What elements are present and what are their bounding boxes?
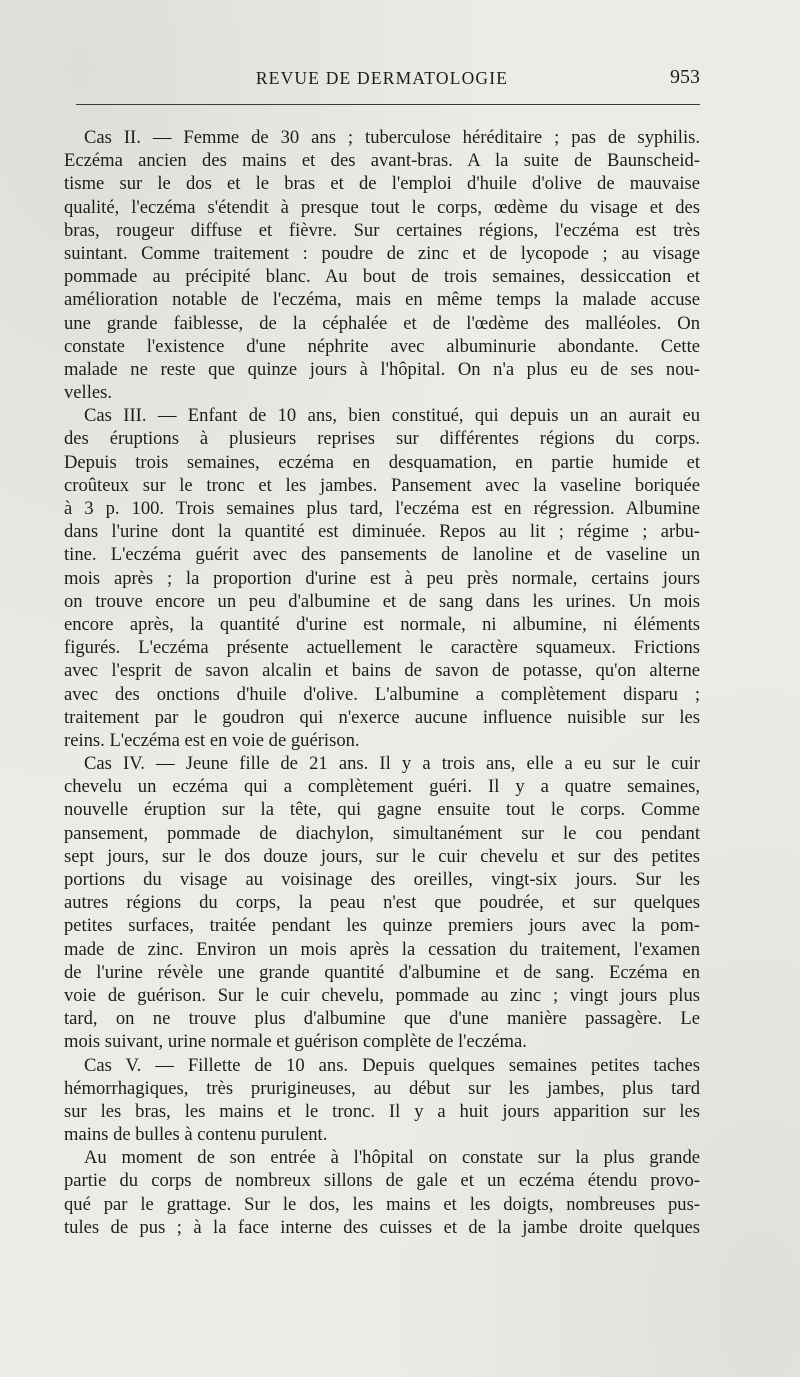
text-line: velles. xyxy=(64,382,113,404)
text-line: suintant. Comme traitement : poudre de zinc et de lycopode ; au visage xyxy=(64,242,700,264)
header-rule xyxy=(76,104,700,105)
text-line: bras, rougeur diffuse et fièvre. Sur certaines régions, l'eczéma est très xyxy=(64,219,700,241)
text-line: hémorrhagiques, très prurigineuses, au début sur les jambes, plus tard xyxy=(64,1077,700,1099)
text-line: figurés. L'eczéma présente actuellement le caractère squameux. Frictions xyxy=(64,637,700,659)
text-line: tine. L'eczéma guérit avec des pansements de lanoline et de vaseline un xyxy=(64,544,700,566)
text-line: mois après ; la proportion d'urine est à peu près normale, certains jours xyxy=(64,567,700,589)
text-line: amélioration notable de l'eczéma, mais en même temps la malade accuse xyxy=(64,289,700,311)
text-line: tules de pus ; à la face interne des cuisses et de la jambe droite quelques xyxy=(64,1216,700,1238)
text-line: constate l'existence d'une néphrite avec albuminurie abondante. Cette xyxy=(64,335,700,357)
text-line: portions du visage au voisinage des oreilles, vingt-six jours. Sur les xyxy=(64,869,700,890)
text-line: Cas IV. — Jeune fille de 21 ans. Il y a trois ans, elle a eu sur le cuir xyxy=(84,753,700,775)
text-line: made de zinc. Environ un mois après la cessation du traitement, l'examen xyxy=(64,938,700,960)
text-line: qué par le grattage. Sur le dos, les mains et les doigts, nombreuses pus- xyxy=(64,1193,700,1215)
text-line: reins. L'eczéma est en voie de guérison. xyxy=(64,729,360,751)
text-line: Cas II. — Femme de 30 ans ; tuberculose héréditaire ; pas de syphilis. xyxy=(84,127,700,148)
page-number: 953 xyxy=(670,66,700,88)
text-line: avec des onctions d'huile d'olive. L'albumine a complètement disparu ; xyxy=(64,683,700,705)
text-line: sept jours, sur le dos douze jours, sur le cuir chevelu et sur des petites xyxy=(64,845,700,867)
text-line: à 3 p. 100. Trois semaines plus tard, l'eczéma est en régression. Albumine xyxy=(64,498,700,519)
text-line: avec l'esprit de savon alcalin et bains de savon de potasse, qu'on alterne xyxy=(64,660,700,682)
text-line: voie de guérison. Sur le cuir chevelu, pommade au zinc ; vingt jours plus xyxy=(64,984,700,1006)
text-line: tisme sur le dos et le bras et de l'emploi d'huile d'olive de mauvaise xyxy=(64,173,700,195)
text-line: dans l'urine dont la quantité est diminuée. Repos au lit ; régime ; arbu- xyxy=(64,521,700,543)
text-line: Au moment de son entrée à l'hôpital on constate sur la plus grande xyxy=(84,1147,700,1169)
text-line: Cas III. — Enfant de 10 ans, bien constitué, qui depuis un an aurait eu xyxy=(84,405,700,427)
text-line: petites surfaces, traitée pendant les quinze premiers jours avec la pom- xyxy=(64,915,700,937)
text-line: une grande faiblesse, de la céphalée et de l'œdème des malléoles. On xyxy=(64,312,700,334)
text-line: partie du corps de nombreux sillons de gale et un eczéma étendu provo- xyxy=(64,1170,700,1192)
text-line: pommade au précipité blanc. Au bout de trois semaines, dessiccation et xyxy=(64,266,700,288)
running-title: REVUE DE DERMATOLOGIE xyxy=(255,68,509,88)
text-line: tard, on ne trouve plus d'albumine que d'une manière passagère. Le xyxy=(64,1008,700,1030)
text-line: pansement, pommade de diachylon, simultanément sur le cou pendant xyxy=(64,822,700,844)
text-line: nouvelle éruption sur la tête, qui gagne ensuite tout le corps. Comme xyxy=(64,799,700,821)
text-line: autres régions du corps, la peau n'est que poudrée, et sur quelques xyxy=(64,892,700,914)
text-line: Cas V. — Fillette de 10 ans. Depuis quelques semaines petites taches xyxy=(84,1054,700,1076)
text-line: sur les bras, les mains et le tronc. Il y a huit jours apparition sur les xyxy=(64,1100,700,1122)
text-line: de l'urine révèle une grande quantité d'albumine et de sang. Eczéma en xyxy=(64,961,700,983)
text-line: qualité, l'eczéma s'étendit à presque tout le corps, œdème du visage et des xyxy=(64,196,700,218)
text-line: mains de bulles à contenu purulent. xyxy=(64,1124,328,1146)
text-line: mois suivant, urine normale et guérison complète de l'eczéma. xyxy=(64,1031,527,1053)
text-line: malade ne reste que quinze jours à l'hôpital. On n'a plus eu de ses nou- xyxy=(64,358,700,380)
text-line: encore après, la quantité d'urine est normale, ni albumine, ni éléments xyxy=(64,613,700,635)
text-line: des éruptions à plusieurs reprises sur différentes régions du corps. xyxy=(64,428,700,450)
page-header xyxy=(64,68,700,98)
text-line: on trouve encore un peu d'albumine et de sang dans les urines. Un mois xyxy=(64,590,700,612)
text-line: chevelu un eczéma qui a complètement guéri. Il y a quatre semaines, xyxy=(64,776,700,798)
text-line: Eczéma ancien des mains et des avant-bras. A la suite de Baunscheid- xyxy=(64,150,700,172)
text-line: traitement par le goudron qui n'exerce aucune influence nuisible sur les xyxy=(64,706,700,728)
text-line: croûteux sur le tronc et les jambes. Pansement avec la vaseline boriquée xyxy=(64,474,700,496)
text-line: Depuis trois semaines, eczéma en desquamation, en partie humide et xyxy=(64,451,700,473)
article-body xyxy=(64,126,700,1239)
